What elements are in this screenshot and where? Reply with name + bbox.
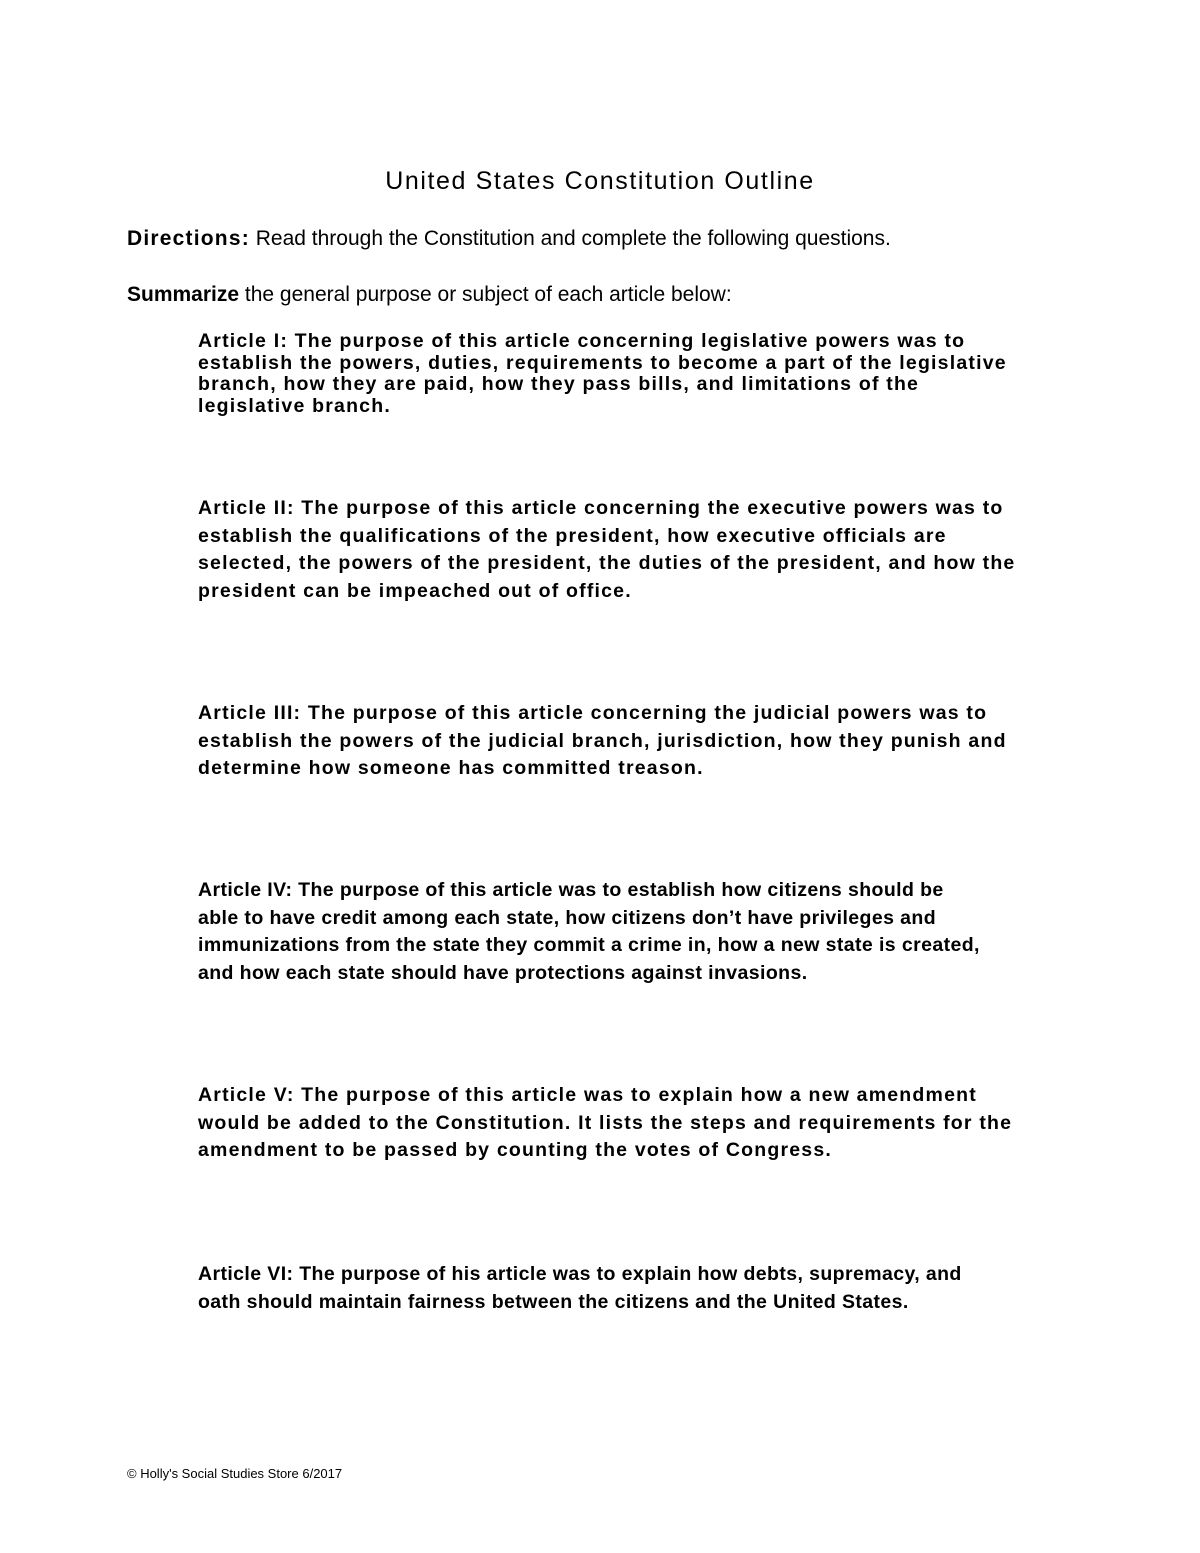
- article-3-line-1: Article III: The purpose of this article concerning the judicial powers was to: [198, 702, 988, 724]
- article-1-line-4: legislative branch.: [198, 394, 391, 417]
- document-title: United States Constitution Outline: [385, 167, 815, 195]
- article-2-line-1: Article II: The purpose of this article concerning the executive powers was to: [198, 497, 1004, 519]
- directions-text: Read through the Constitution and complete the following questions.: [255, 227, 891, 250]
- article-5-line-2: would be added to the Constitution. It lists the steps and requirements for the: [198, 1111, 1013, 1134]
- article-4-answer: [198, 877, 1098, 987]
- article-1-line-3: branch, how they are paid, how they pass bills, and limitations of the: [198, 373, 920, 395]
- summarize-text: the general purpose or subject of each article below:: [244, 283, 732, 306]
- article-3-answer: [198, 700, 1098, 783]
- article-2-line-4: president can be impeached out of office.: [198, 579, 632, 602]
- article-2-answer: [198, 495, 1098, 605]
- article-3-line-2: establish the powers of the judicial branch, jurisdiction, how they punish and: [198, 729, 1007, 752]
- article-4-line-2: able to have credit among each state, how citizens don’t have privileges and: [198, 906, 937, 929]
- summarize-label: Summarize: [127, 283, 240, 306]
- article-5-answer: [198, 1082, 1098, 1165]
- article-5-line-3: amendment to be passed by counting the votes of Congress.: [198, 1139, 832, 1161]
- article-1-answer: [198, 331, 1098, 417]
- summarize-line: [127, 282, 732, 308]
- article-1-line-2: establish the powers, duties, requirements to become a part of the legislative: [198, 351, 1007, 374]
- article-4-line-1: Article IV: The purpose of this article was to establish how citizens should be: [198, 879, 944, 901]
- article-6-answer: [198, 1261, 1098, 1316]
- article-6-line-1: Article VI: The purpose of his article was to explain how debts, supremacy, and: [198, 1263, 962, 1285]
- article-5-line-1: Article V: The purpose of this article was to explain how a new amendment: [198, 1084, 977, 1106]
- article-6-line-2: oath should maintain fairness between the citizens and the United States.: [198, 1290, 909, 1313]
- article-2-line-2: establish the qualifications of the president, how executive officials are: [198, 524, 947, 547]
- article-4-line-4: and how each state should have protections against invasions.: [198, 961, 808, 984]
- directions-line: [127, 226, 891, 252]
- article-1-line-1: Article I: The purpose of this article concerning legislative powers was to: [198, 330, 966, 352]
- article-3-line-3: determine how someone has committed treason.: [198, 757, 704, 779]
- footer-copyright: © Holly's Social Studies Store 6/2017: [127, 1466, 343, 1481]
- directions-label: Directions:: [127, 227, 250, 250]
- article-4-line-3: immunizations from the state they commit a crime in, how a new state is created,: [198, 934, 980, 956]
- article-2-line-3: selected, the powers of the president, the duties of the president, and how the: [198, 552, 1016, 574]
